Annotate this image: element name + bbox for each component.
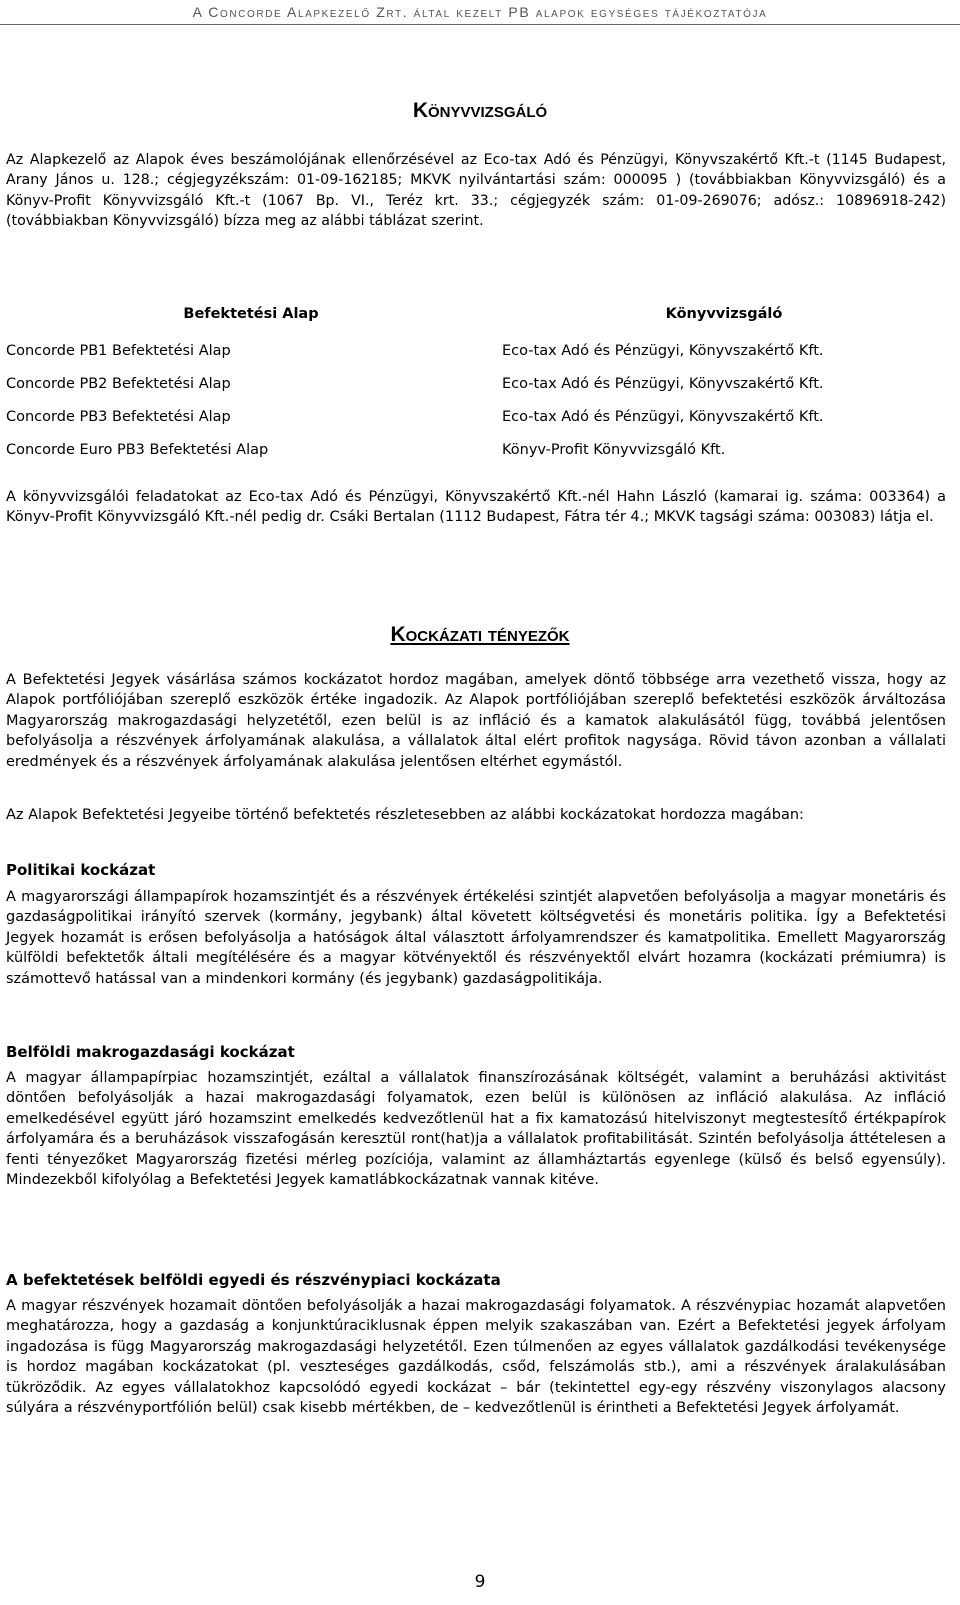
fund-name-cell: Concorde PB2 Befektetési Alap [6, 375, 231, 392]
political-risk-paragraph: A magyarországi állampapírok hozamszintjét és a részvények értékelési szintjét alapvetően befolyásolja a magyar monetáris és gazdaságpolitikai irányító szervek (kormány, jegybank) által követett költségvetési és monetáris politika. Így a Befektetési Jegyek hozamát is erősen befolyásolja a hatóságok által választott árfolyamrendszer és kamatpolitika. Emellett Magyarország külföldi befektetők általi megítélésére és a magyar kötvényektől és részvényektől elvárt hozamra (kockázati prémiumra) is számottevő hatással van a mindenkori kormány (és jegybank) gazdaságpolitikája. [6, 889, 946, 987]
column-header-fund: Befektetési Alap [183, 306, 319, 322]
auditor-table [6, 300, 946, 466]
table-row [6, 334, 946, 367]
macro-risk-paragraph: A magyar állampapírpiac hozamszintjét, ezáltal a vállalatok finanszírozásának költségét, valamint a beruházási aktivitást döntően befolyásolják a hazai makrogazdasági folyamatok, ezen belül is különösen az infláció alakulása. Az infláció emelkedésével együtt járó hozamszint emelkedés kedvezőtlenül hat a fix kamatozású hitelviszonyt megtestesítő értékpapírok árfolyamára és a beruházások visszafogásán keresztül ront(hat)ja a vállalatok profitabilitását. Szintén befolyásolja áttételesen a fenti tényezőket Magyarország fizetési mérleg pozíciója, valamint az államháztartás egyenlege (külső és belső egyensúly). Mindezekből kifolyólag a Befektetési Jegyek kamatlábkockázatnak vannak kitéve. [6, 1070, 946, 1189]
risk-section-title: Kockázati tényezők [390, 623, 570, 646]
fund-name-cell: Concorde PB3 Befektetési Alap [6, 408, 231, 425]
equity-risk-paragraph: A magyar részvények hozamait döntően befolyásolják a hazai makrogazdasági folyamatok. A részvénypiac hozamát alapvetően meghatározza, hogy a gazdaság a konjunktúraciklusnak éppen melyik szakaszában van. Ezért a Befektetési jegyek árfolyam ingadozása is függ Magyarország makrogazdasági helyzetétől. Ezen túlmenően az egyes vállalatok gazdálkodási tevékenysége is hordoz magában kockázatokat (pl. veszteséges gazdálkodás, csőd, felszámolás stb.), ami a részvények áralakulásában tükröződik. Az egyes vállalatokhoz kapcsolódó egyedi kockázat – bár (tekintettel egy-egy részvény viszonylagos alacsony súlyára a részvényportfólión belül) csak kisebb mértékben, de – kedvezőtlenül is érintheti a Befektetési Jegyek árfolyamát. [6, 1298, 946, 1417]
fund-name-cell: Concorde Euro PB3 Befektetési Alap [6, 441, 269, 458]
auditor-name-cell: Eco-tax Adó és Pénzügyi, Könyvszakértő Kft. [502, 375, 824, 392]
auditor-name-cell: Eco-tax Adó és Pénzügyi, Könyvszakértő Kft. [502, 408, 824, 425]
page-number: 9 [474, 1572, 486, 1592]
equity-risk-heading: A befektetések belföldi egyedi és részvénypiaci kockázata [6, 1271, 501, 1289]
risk-intro-paragraph: A Befektetési Jegyek vásárlása számos kockázatot hordoz magában, amelyek döntő többsége arra vezethető vissza, hogy az Alapok portfóliójában szereplő eszközök értéke ingadozik. Az Alapok portfóliójában szereplő befektetési eszközök árváltozása Magyarország makrogazdasági helyzetétől, ezen belül is az infláció és a kamatok alakulásától függ, továbbá jelentősen befolyásolja a részvények árfolyamának alakulása, a vállalatok által elért profitok nagysága. Rövid távon azonban a vállalati eredmények és a részvények árfolyamának alakulása jelentősen eltérhet egymástól. [6, 672, 946, 770]
running-header: A Concorde Alapkezelő Zrt. által kezelt PB alapok egységes tájékoztatója [192, 4, 768, 20]
auditor-name-cell: Könyv-Profit Könyvvizsgáló Kft. [502, 441, 726, 458]
auditor-name-cell: Eco-tax Adó és Pénzügyi, Könyvszakértő Kft. [502, 342, 824, 359]
fund-name-cell: Concorde PB1 Befektetési Alap [6, 342, 231, 359]
auditor-closing-paragraph: A könyvvizsgálói feladatokat az Eco-tax Adó és Pénzügyi, Könyvszakértő Kft.-nél Hahn László (kamarai ig. száma: 003364) a Könyv-Profit Könyvvizsgáló Kft.-nél pedig dr. Csáki Bertalan (1112 Budapest, Fátra tér 4.; MKVK tagsági száma: 003083) látja el. [6, 489, 946, 526]
auditor-intro-paragraph: Az Alapkezelő az Alapok éves beszámolójának ellenőrzésével az Eco-tax Adó és Pénzügyi, Könyvszakértő Kft.-t (1145 Budapest, Arany János u. 128.; cégjegyzékszám: 01-09-162185; MKVK nyilvántartási szám: 000095 ) (továbbiakban Könyvvizsgáló) és a Könyv-Profit Könyvvizsgáló Kft.-t (1067 Bp. VI., Teréz krt. 33.; cégjegyzék szám: 01-09-269076; adósz.: 10896918-242) (továbbiakban Könyvvizsgáló) bízza meg az alábbi táblázat szerint. [6, 152, 946, 230]
auditor-section-title: Könyvvizsgáló [412, 99, 548, 122]
auditor-table-header-row [6, 300, 946, 334]
risk-lead-paragraph: Az Alapok Befektetési Jegyeibe történő befektetés részletesebben az alábbi kockázatokat hordozza magában: [6, 807, 804, 823]
political-risk-heading: Politikai kockázat [6, 861, 156, 879]
header-divider [0, 24, 960, 25]
macro-risk-heading: Belföldi makrogazdasági kockázat [6, 1043, 295, 1061]
table-row [6, 367, 946, 400]
table-row [6, 400, 946, 433]
column-header-auditor: Könyvvizsgáló [665, 306, 783, 322]
table-row [6, 433, 946, 466]
